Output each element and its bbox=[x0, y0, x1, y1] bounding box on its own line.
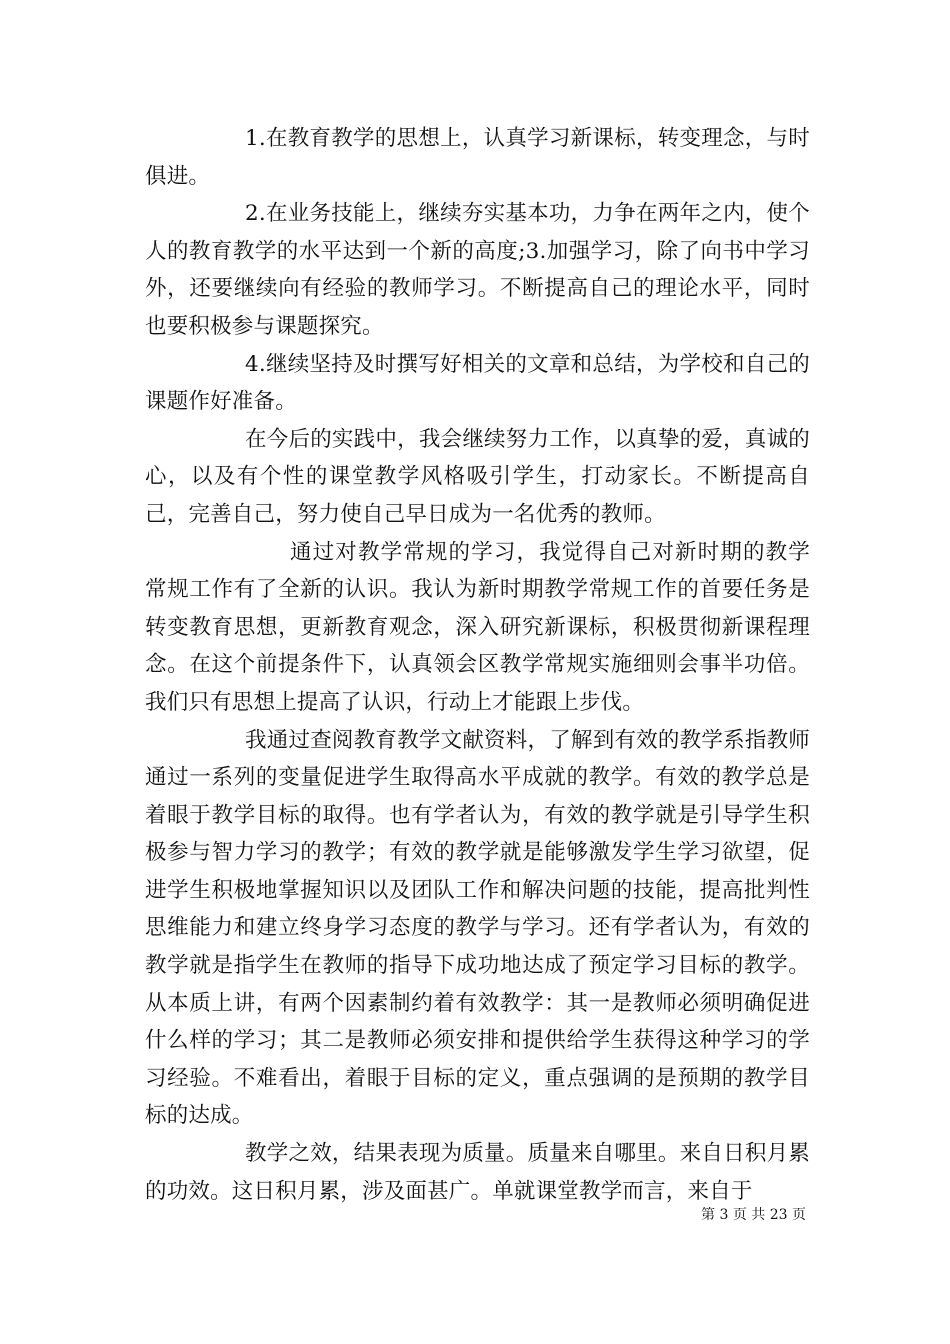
paragraph-teaching-quality: 教学之效，结果表现为质量。质量来自哪里。来自日积月累的功效。这日积月累，涉及面甚广。单就课堂教学而言，来自于 bbox=[145, 1141, 810, 1204]
paragraph-goal-1: 1.在教育教学的思想上，认真学习新课标，转变理念，与时俱进。 bbox=[145, 126, 810, 189]
page-number-footer: 第 3 页 共 23 页 bbox=[701, 1207, 806, 1223]
paragraph-goal-2-3: 2.在业务技能上，继续夯实基本功，力争在两年之内，使个人的教育教学的水平达到一个新的高度;3.加强学习，除了向书中学习外，还要继续向有经验的教师学习。不断提高自己的理论水平，同时也要积极参与课题探究。 bbox=[145, 201, 810, 339]
paragraph-teaching-routine: 通过对教学常规的学习，我觉得自己对新时期的教学常规工作有了全新的认识。我认为新时期教学常规工作的首要任务是转变教育思想，更新教育观念，深入研究新课标，积极贯彻新课程理念。在这个前提条件下，认真领会区教学常规实施细则会事半功倍。我们只有思想上提高了认识，行动上才能跟上步伐。 bbox=[145, 539, 810, 715]
paragraph-goal-4: 4.继续坚持及时撰写好相关的文章和总结，为学校和自己的课题作好准备。 bbox=[145, 351, 810, 415]
paragraph-future-practice: 在今后的实践中，我会继续努力工作，以真挚的爱，真诚的心，以及有个性的课堂教学风格吸引学生，打动家长。不断提高自己，完善自己，努力使自己早日成为一名优秀的教师。 bbox=[145, 426, 810, 527]
paragraph-effective-teaching: 我通过查阅教育教学文献资料，了解到有效的教学系指教师通过一系列的变量促进学生取得高水平成就的教学。有效的教学总是着眼于教学目标的取得。也有学者认为，有效的教学就是引导学生积极参与智力学习的教学；有效的教学就是能够激发学生学习欲望，促进学生积极地掌握知识以及团队工作和解决问题的技能，提高批判性思维能力和建立终身学习态度的教学与学习。还有学者认为，有效的教学就是指学生在教师的指导下成功地达成了预定学习目标的教学。从本质上讲，有两个因素制约着有效教学：其一是教师必须明确促进什么样的学习；其二是教师必须安排和提供给学生获得这种学习的学习经验。不难看出，着眼于目标的定义，重点强调的是预期的教学目标的达成。 bbox=[145, 727, 810, 1129]
document-body bbox=[145, 120, 810, 1210]
